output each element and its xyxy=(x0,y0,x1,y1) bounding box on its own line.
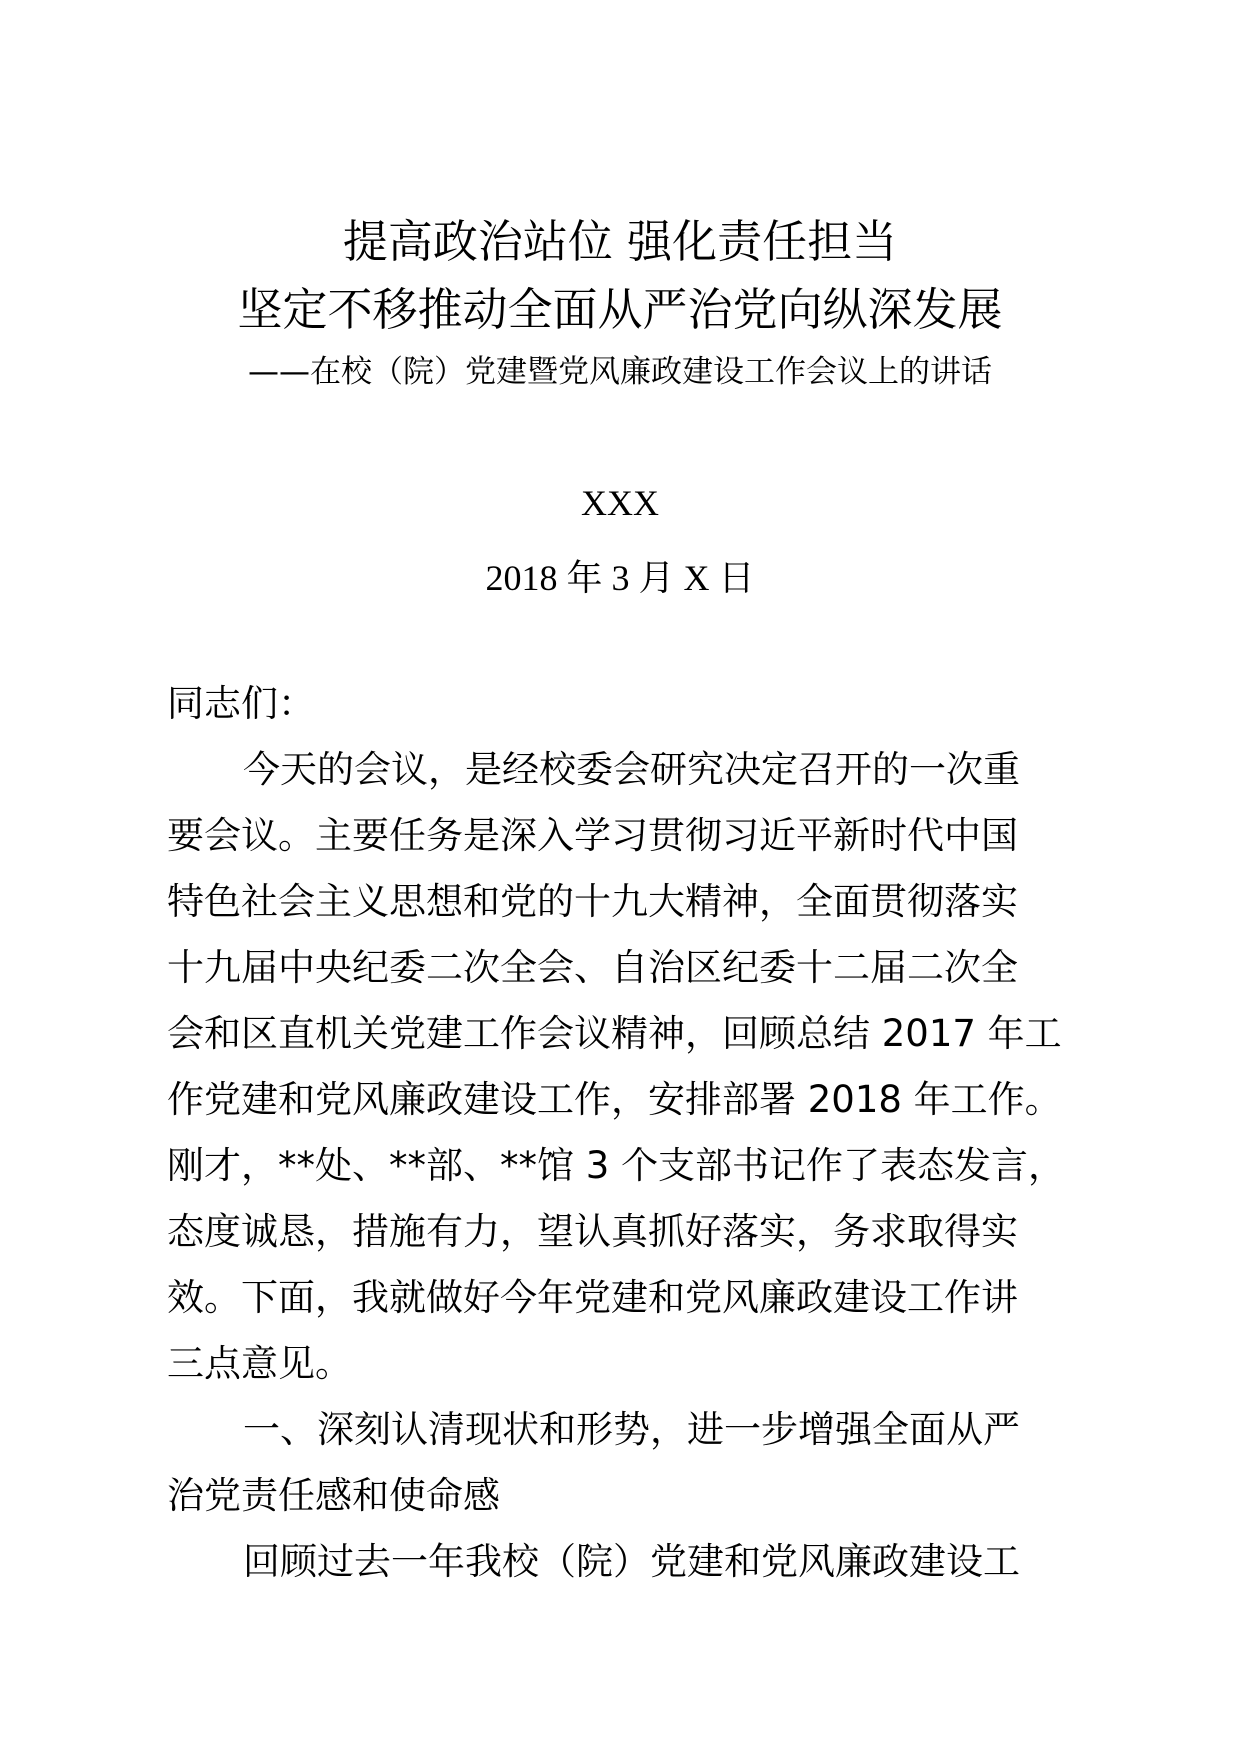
body-line: 今天的会议，是经校委会研究决定召开的一次重 xyxy=(243,748,1020,791)
document-body xyxy=(167,671,1117,1595)
body-line: 会和区直机关党建工作会议精神，回顾总结 2017 年工 xyxy=(167,1012,1062,1055)
body-line: 刚才，**处、**部、**馆 3 个支部书记作了表态发言， xyxy=(167,1144,1066,1187)
author: XXX xyxy=(581,483,659,523)
subtitle: ——在校（院）党建暨党风廉政建设工作会议上的讲话 xyxy=(248,354,992,390)
body-line: 效。下面，我就做好今年党建和党风廉政建设工作讲 xyxy=(167,1276,1018,1319)
body-line: 同志们： xyxy=(167,682,315,725)
body-line: 治党责任感和使命感 xyxy=(167,1474,500,1517)
body-line: 要会议。主要任务是深入学习贯彻习近平新时代中国 xyxy=(167,814,1018,857)
body-line: 三点意见。 xyxy=(167,1342,352,1385)
title-line-1: 提高政治站位 强化责任担当 xyxy=(342,215,898,268)
title-line-2: 坚定不移推动全面从严治党向纵深发展 xyxy=(237,283,1003,336)
date: 2018 年 3 月 X 日 xyxy=(485,558,755,598)
body-line: 十九届中央纪委二次全会、自治区纪委十二届二次全 xyxy=(167,946,1018,989)
body-line: 作党建和党风廉政建设工作，安排部署 2018 年工作。 xyxy=(167,1078,1062,1121)
body-line: 特色社会主义思想和党的十九大精神，全面贯彻落实 xyxy=(167,880,1018,923)
body-line: 一、深刻认清现状和形势，进一步增强全面从严 xyxy=(243,1408,1020,1451)
body-line: 回顾过去一年我校（院）党建和党风廉政建设工 xyxy=(243,1540,1020,1583)
body-line: 态度诚恳，措施有力，望认真抓好落实，务求取得实 xyxy=(167,1210,1018,1253)
